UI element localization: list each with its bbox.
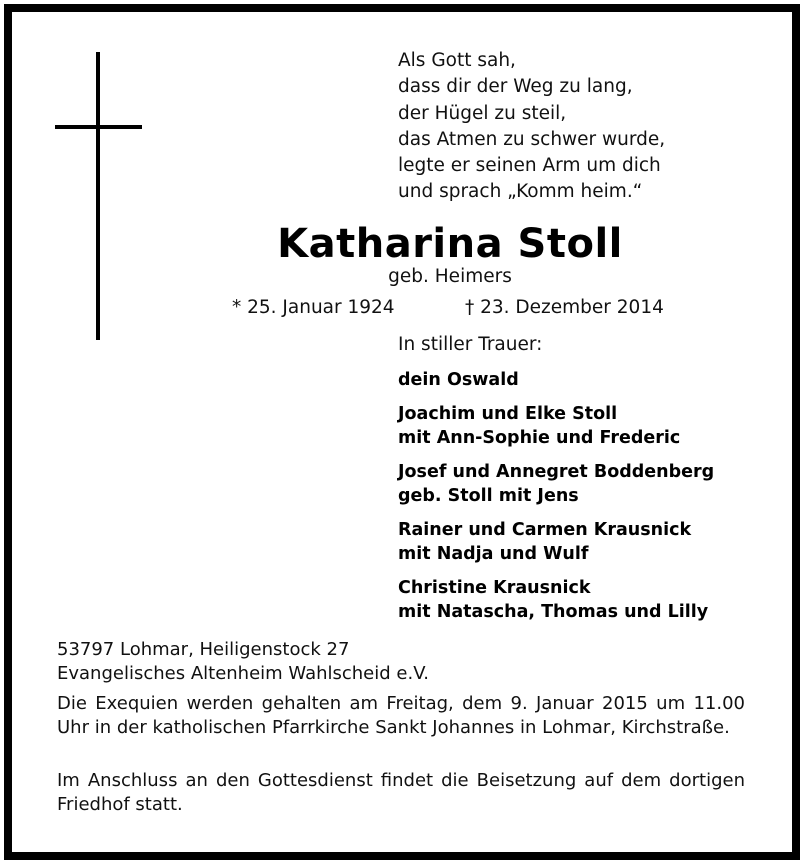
maiden-name: geb. Heimers <box>388 266 512 287</box>
mourner-line: mit Natascha, Thomas und Lilly <box>398 602 709 622</box>
poem-line: Als Gott sah, <box>398 50 516 71</box>
mourner-entry <box>398 518 758 567</box>
mourner-entry <box>398 576 758 625</box>
poem-line: der Hügel zu steil, <box>398 102 567 124</box>
address-block <box>57 638 429 686</box>
mourner-line: Josef und Annegret Boddenberg <box>398 461 715 482</box>
service-notice: Die Exequien werden gehalten am Freitag, dem 9. Januar 2015 um 11.00 Uhr in der katholischen Pfarrkirche Sankt Johannes in Lohmar, Kirchstraße. <box>57 693 745 738</box>
address-line: Evangelisches Altenheim Wahlscheid e.V. <box>57 663 429 684</box>
death-date: † 23. Dezember 2014 <box>465 297 664 318</box>
poem-line: dass dir der Weg zu lang, <box>398 76 633 98</box>
mourner-line: Rainer und Carmen Krausnick <box>398 519 692 540</box>
mourner-line: Christine Krausnick <box>398 577 591 598</box>
mourner-line: mit Nadja und Wulf <box>398 544 589 564</box>
birth-date: * 25. Januar 1924 <box>232 297 395 318</box>
cross-icon <box>96 52 100 340</box>
address-line: 53797 Lohmar, Heiligenstock 27 <box>57 639 350 660</box>
poem-line: und sprach „Komm heim.“ <box>398 181 643 203</box>
mourning-heading: In stiller Trauer: <box>398 334 543 355</box>
poem-line: legte er seinen Arm um dich <box>398 155 661 177</box>
mourner-line: Joachim und Elke Stoll <box>398 403 618 424</box>
mourner-entry <box>398 460 758 509</box>
mourner-entry <box>398 368 758 393</box>
mourner-entry <box>398 402 758 451</box>
mourner-line: mit Ann-Sophie und Frederic <box>398 428 681 448</box>
burial-notice: Im Anschluss an den Gottesdienst findet die Beisetzung auf dem dortigen Friedhof statt. <box>57 770 745 815</box>
poem <box>398 48 665 206</box>
deceased-name: Katharina Stoll <box>277 221 623 267</box>
cross-icon-bar <box>55 125 142 129</box>
mourner-list <box>398 368 758 634</box>
poem-line: das Atmen zu schwer wurde, <box>398 128 666 150</box>
mourner-line: geb. Stoll mit Jens <box>398 486 579 506</box>
mourner-line: dein Oswald <box>398 370 519 390</box>
